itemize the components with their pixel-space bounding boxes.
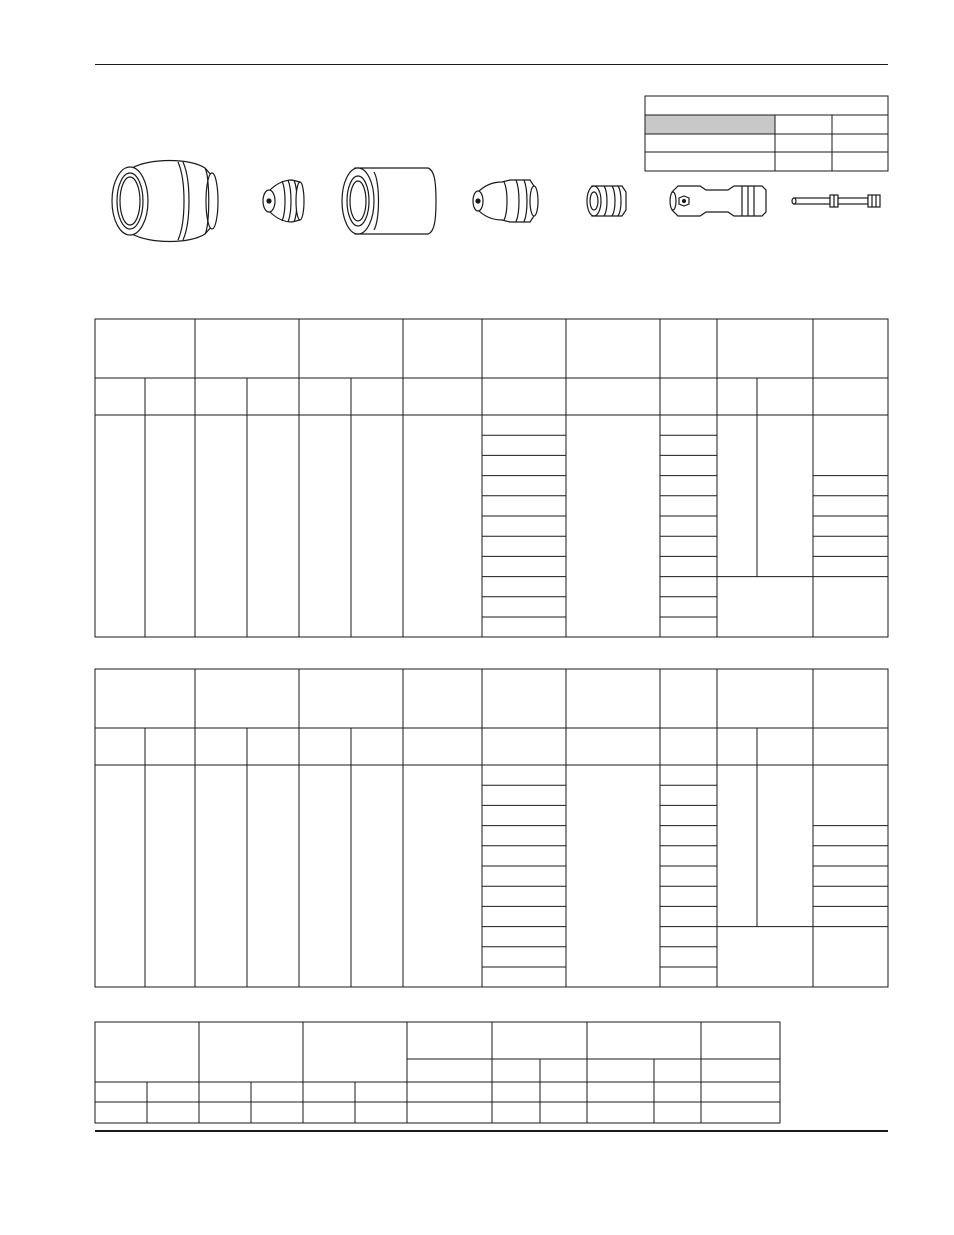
swirl-ring-drawing (587, 186, 626, 216)
shield-drawing (263, 180, 304, 222)
part-number-table-shaded-header (645, 115, 775, 134)
cut-chart-table-2 (95, 669, 888, 987)
cut-chart-tables (95, 319, 888, 1123)
cut-chart-table-1 (95, 319, 888, 637)
electrode-drawing (670, 186, 766, 216)
shield-retainer-drawing (112, 161, 218, 242)
settings-table (95, 1022, 780, 1123)
water-tube-drawing (792, 195, 880, 207)
nozzle-retainer-drawing (342, 168, 436, 234)
consumables-illustration (112, 161, 880, 242)
nozzle-drawing (473, 180, 538, 222)
part-number-table (645, 96, 888, 171)
